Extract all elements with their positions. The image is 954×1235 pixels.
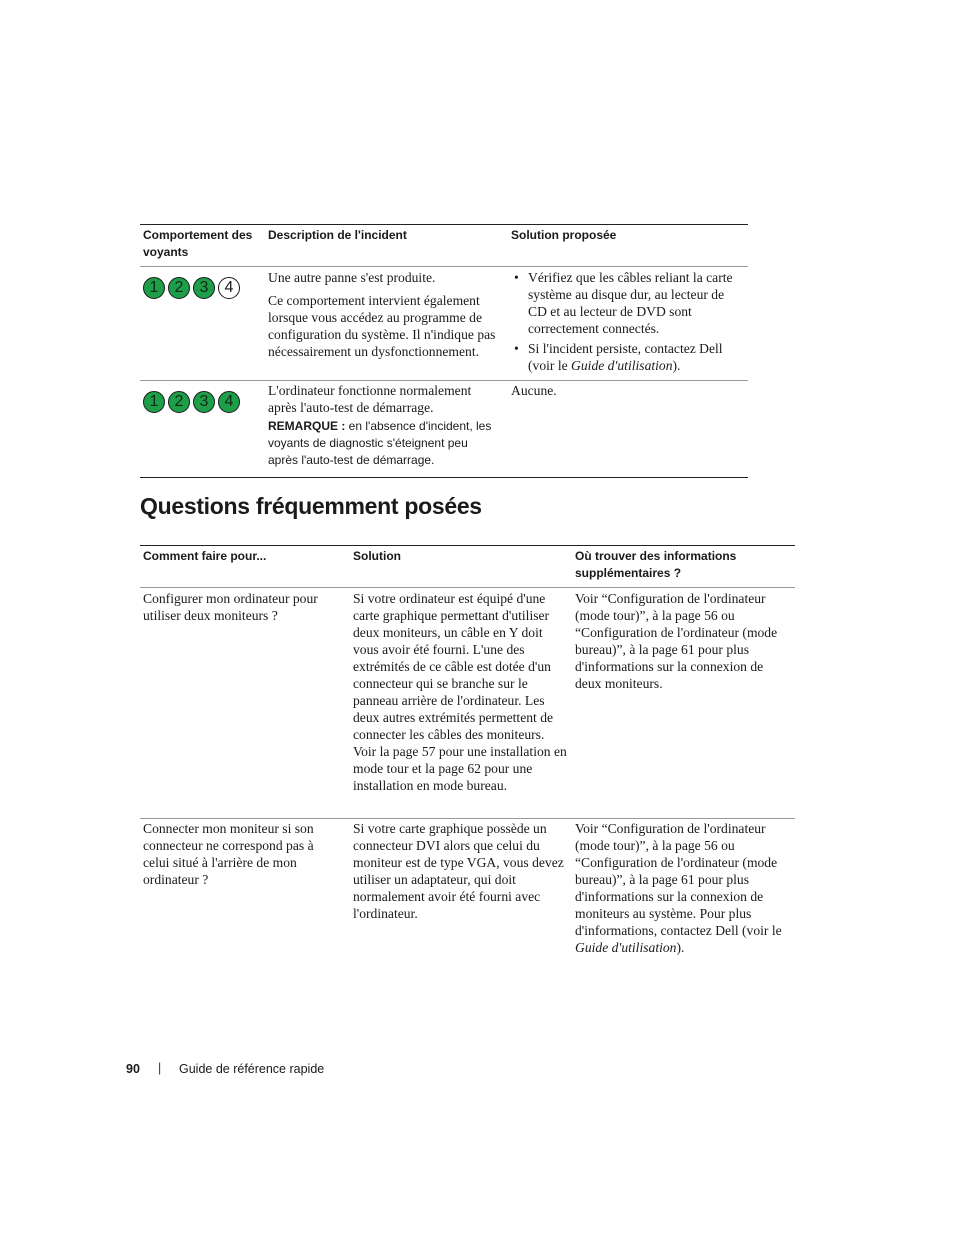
description-paragraph: Ce comportement intervient également lorsque vous accédez au programme de configuration du système. Il n'indique pas nécessairement un dysfonctionnement. [268, 293, 496, 359]
section-title: Questions fréquemment posées [140, 493, 482, 519]
diagnostic-light-4: 4 [218, 391, 240, 413]
diagnostic-light-3: 3 [193, 391, 215, 413]
table-bottom-rule [140, 477, 748, 478]
page-number: 90 [126, 1062, 140, 1076]
user-guide-reference: Guide d'utilisation [575, 940, 677, 955]
diagnostic-light-1: 1 [143, 277, 165, 299]
footer-separator: | [158, 1061, 162, 1075]
diagnostic-lights-pattern [143, 391, 240, 413]
proposed-solution: Aucune. [511, 383, 557, 398]
diagnostic-light-2: 2 [168, 391, 190, 413]
footer-title: Guide de référence rapide [179, 1062, 325, 1076]
column-header-solution: Solution proposée [511, 228, 617, 242]
incident-description [268, 269, 506, 360]
description-paragraph: Une autre panne s'est produite. [268, 270, 436, 285]
faq-question: Configurer mon ordinateur pour utiliser deux moniteurs ? [143, 591, 318, 623]
diagnostic-light-1: 1 [143, 391, 165, 413]
faq-solution: Si votre ordinateur est équipé d'une carte graphique permettant d'utiliser deux moniteurs, un câble en Y doit vous avoir été fourni. L'une des extrémités de ce câble est dotée d'un connecteur qui se branche sur le panneau arrière de l'ordinateur. Les deux autres extrémités permettent de connecter les câbles des moniteurs. Voir la page 57 pour une installation en mode tour et la page 62 pour une installation en mode bureau. [353, 591, 567, 793]
proposed-solution [512, 269, 744, 377]
solution-bullet: • Si l'incident persiste, contactez Dell (voir le Guide d'utilisation). [512, 340, 744, 374]
diagnostic-light-3: 3 [193, 277, 215, 299]
table-top-rule [140, 224, 748, 225]
faq-question: Connecter mon moniteur si son connecteur ne correspond pas à celui situé à l'arrière de mon ordinateur ? [143, 821, 314, 887]
note-label: REMARQUE : [268, 419, 346, 433]
faq-more-info: Voir “Configuration de l'ordinateur (mode tour)”, à la page 56 ou “Configuration de l'ordinateur (mode bureau)”, à la page 61 pour plus d'informations sur la connexion de deux moniteurs. [575, 591, 778, 691]
note [268, 418, 500, 469]
header-divider [140, 266, 748, 267]
faq-more-info: Voir “Configuration de l'ordinateur (mode tour)”, à la page 56 ou “Configuration de l'ordinateur (mode bureau)”, à la page 61 pour plus d'informations sur la connexion de moniteurs au système. Pour plus d'informations, contactez Dell (voir le Guide d'utilisation). [575, 821, 782, 955]
column-header-solution: Solution [353, 549, 401, 563]
column-header-how-to: Comment faire pour... [143, 549, 267, 563]
incident-description [268, 382, 500, 469]
column-header-lights: Comportement des voyants [143, 228, 253, 259]
description-paragraph: L'ordinateur fonctionne normalement après l'auto-test de démarrage. [268, 383, 472, 415]
note-text: en l'absence d'incident, les voyants de diagnostic s'éteignent peu après l'auto-test de démarrage. [268, 419, 492, 467]
user-guide-reference: Guide d'utilisation [571, 358, 673, 373]
row-divider [140, 818, 795, 819]
column-header-description: Description de l'incident [268, 228, 407, 242]
diagnostic-light-2: 2 [168, 277, 190, 299]
solution-bullet: • Vérifiez que les câbles reliant la carte système au disque dur, au lecteur de CD et au lecteur de DVD sont correctement connectés. [512, 269, 744, 337]
diagnostic-lights-pattern [143, 277, 240, 299]
table-top-rule [140, 545, 795, 546]
row-divider [140, 380, 748, 381]
header-divider [140, 587, 795, 588]
column-header-more-info: Où trouver des informations supplémentaires ? [575, 549, 737, 580]
faq-solution: Si votre carte graphique possède un connecteur DVI alors que celui du moniteur est de type VGA, vous devez utiliser un adaptateur, qui doit normalement avoir été fourni avec l'ordinateur. [353, 821, 564, 921]
diagnostic-light-4: 4 [218, 277, 240, 299]
